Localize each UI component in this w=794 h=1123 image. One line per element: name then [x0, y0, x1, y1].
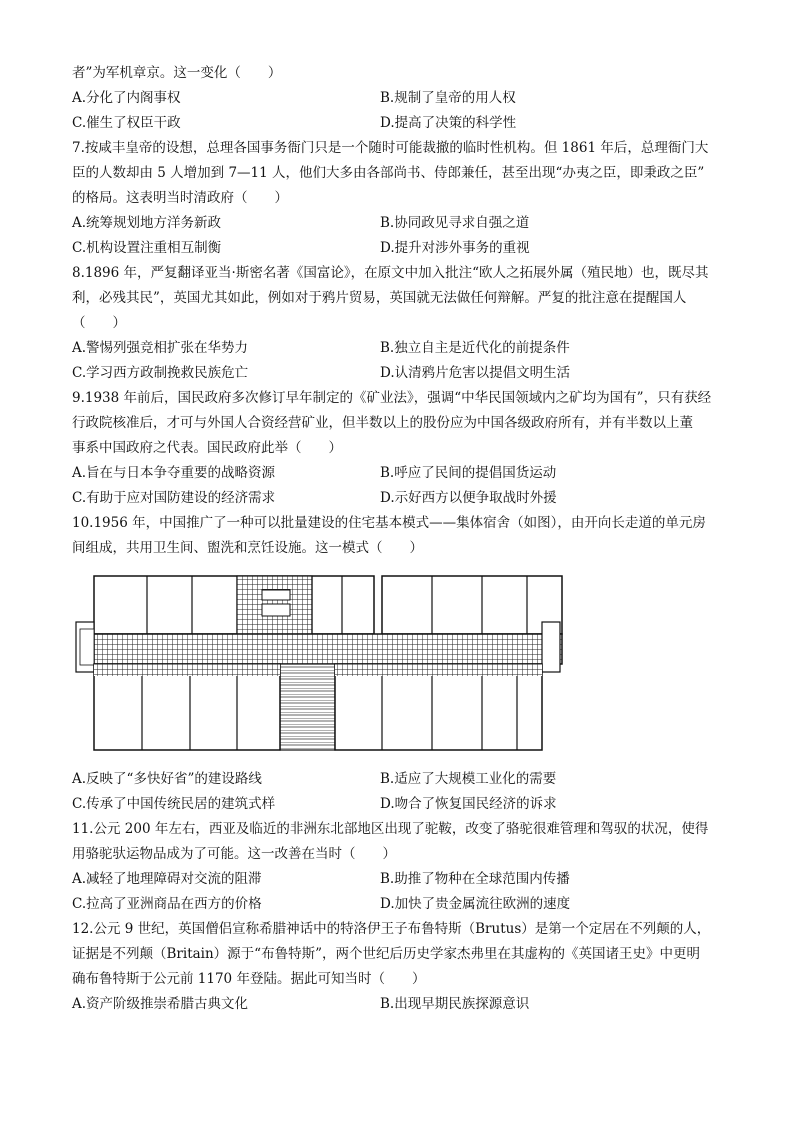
q9-stem-line-2: 行政院核准后，才可与外国人合资经营矿业，但半数以上的股份应为中国各级政府所有，并有半数以上董 — [72, 415, 693, 431]
dormitory-floor-plan-figure — [72, 574, 564, 754]
q12-stem-line-1: 12.公元 9 世纪，英国僧侣宣称希腊神话中的特洛伊王子布鲁特斯（Brutus）是第一个定居在不列颠的人， — [72, 921, 711, 937]
q10-option-d: D.吻合了恢复国民经济的诉求 — [380, 796, 557, 812]
q12-option-a: A.资产阶级推崇希腊古典文化 — [72, 996, 249, 1012]
q9-stem-line-3: 事系中国政府之代表。国民政府此举（ ） — [72, 440, 342, 456]
q7-stem-line-1: 7.按咸丰皇帝的设想，总理各国事务衙门只是一个随时可能裁撤的临时性机构。但 1861 年后，总理衙门大 — [72, 140, 709, 156]
q10-stem-line-1: 10.1956 年，中国推广了一种可以批量建设的住宅基本模式——集体宿舍（如图），由开向长走道的单元房 — [72, 515, 706, 531]
q6-option-d: D.提高了决策的科学性 — [380, 115, 517, 131]
q7-option-d: D.提升对涉外事务的重视 — [380, 240, 530, 256]
q8-stem-line-2: 利，必残其民”，英国尤其如此，例如对于鸦片贸易，英国就无法做任何辩解。严复的批注意在提醒国人 — [72, 290, 687, 306]
q11-stem-line-1: 11.公元 200 年左右，西亚及临近的非洲东北部地区出现了驼鞍，改变了骆驼很难管理和驾驭的状况，使得 — [72, 821, 709, 837]
q6-stem-tail: 者”为军机章京。这一变化（ ） — [72, 65, 282, 81]
q11-option-c: C.拉高了亚洲商品在西方的价格 — [72, 896, 262, 912]
q11-option-d: D.加快了贵金属流往欧洲的速度 — [380, 896, 571, 912]
q8-option-b: B.独立自主是近代化的前提条件 — [380, 340, 570, 356]
q7-option-b: B.协同政见寻求自强之道 — [380, 215, 530, 231]
q6-option-b: B.规制了皇帝的用人权 — [380, 90, 516, 106]
q7-option-a: A.统筹规划地方洋务新政 — [72, 215, 222, 231]
q11-option-b: B.助推了物种在全球范围内传播 — [380, 871, 570, 887]
q10-stem-line-2: 间组成，共用卫生间、盥洗和烹饪设施。这一模式（ ） — [72, 540, 423, 556]
q7-stem-line-2: 臣的人数却由 5 人增加到 7—11 人，他们大多由各部尚书、侍郎兼任，甚至出现“办夷之臣，即秉政之臣” — [72, 165, 705, 181]
q9-option-b: B.呼应了民间的提倡国货运动 — [380, 465, 557, 481]
q7-stem-line-3: 的格局。这表明当时清政府（ ） — [72, 190, 288, 206]
q7-option-c: C.机构设置注重相互制衡 — [72, 240, 222, 256]
q9-stem-line-1: 9.1938 年前后，国民政府多次修订早年制定的《矿业法》，强调“中华民国领域内之矿均为国有”，只有获经 — [72, 390, 712, 406]
q8-stem-line-1: 8.1896 年，严复翻译亚当·斯密名著《国富论》，在原文中加入批注“欧人之拓展外属（殖民地）也，既尽其 — [72, 265, 709, 281]
q9-option-c: C.有助于应对国防建设的经济需求 — [72, 490, 276, 506]
q6-option-a: A.分化了内阁事权 — [72, 90, 181, 106]
q11-option-a: A.减轻了地理障碍对交流的阻滞 — [72, 871, 262, 887]
q8-option-a: A.警惕列强竞相扩张在华势力 — [72, 340, 249, 356]
q8-option-c: C.学习西方政制挽救民族危亡 — [72, 365, 249, 381]
q12-stem-line-2: 证据是不列颠（Britain）源于“布鲁特斯”，两个世纪后历史学家杰弗里在其虚构的《英国诸王史》中更明 — [72, 946, 700, 962]
q9-option-a: A.旨在与日本争夺重要的战略资源 — [72, 465, 276, 481]
q12-option-b: B.出现早期民族探源意识 — [380, 996, 530, 1012]
q12-stem-line-3: 确布鲁特斯于公元前 1170 年登陆。据此可知当时（ ） — [72, 971, 426, 987]
q8-stem-line-3: （ ） — [72, 315, 126, 331]
q10-option-c: C.传承了中国传统民居的建筑式样 — [72, 796, 276, 812]
q8-option-d: D.认清鸦片危害以提倡文明生活 — [380, 365, 571, 381]
q11-stem-line-2: 用骆驼驮运物品成为了可能。这一改善在当时（ ） — [72, 846, 396, 862]
q10-option-a: A.反映了“多快好省”的建设路线 — [72, 771, 262, 787]
q9-option-d: D.示好西方以便争取战时外援 — [380, 490, 557, 506]
q6-option-c: C.催生了权臣干政 — [72, 115, 181, 131]
q10-option-b: B.适应了大规模工业化的需要 — [380, 771, 557, 787]
